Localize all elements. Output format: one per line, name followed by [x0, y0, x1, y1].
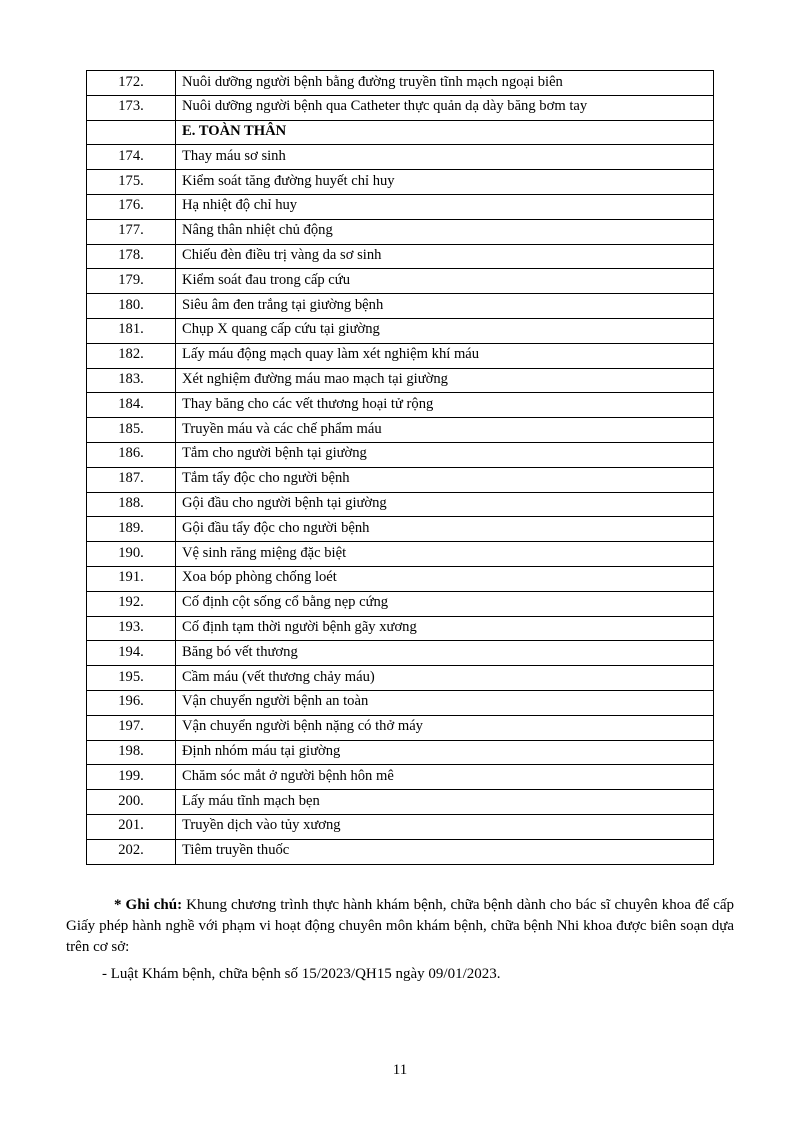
row-number: 201. — [87, 814, 176, 839]
row-description: Nuôi dưỡng người bệnh qua Catheter thực quản dạ dày băng bơm tay — [176, 95, 714, 120]
table-row — [87, 343, 714, 368]
table-row — [87, 368, 714, 393]
row-description: Thay băng cho các vết thương hoại tử rộng — [176, 393, 714, 418]
row-description: Gội đầu cho người bệnh tại giường — [176, 492, 714, 517]
row-description: Siêu âm đen trắng tại giường bệnh — [176, 294, 714, 319]
row-description: Cố định cột sống cổ bằng nẹp cứng — [176, 591, 714, 616]
table-row — [87, 814, 714, 839]
table-row — [87, 467, 714, 492]
row-number: 172. — [87, 71, 176, 96]
table-row — [87, 170, 714, 195]
row-number: 192. — [87, 591, 176, 616]
table-row — [87, 641, 714, 666]
row-number: 197. — [87, 715, 176, 740]
row-description: Xét nghiệm đường máu mao mạch tại giường — [176, 368, 714, 393]
table-row — [87, 219, 714, 244]
section-heading: E. TOÀN THÂN — [176, 120, 714, 145]
row-description: Lấy máu tĩnh mạch bẹn — [176, 790, 714, 815]
row-number — [87, 120, 176, 145]
row-number: 187. — [87, 467, 176, 492]
row-description: Nuôi dưỡng người bệnh bằng đường truyền tĩnh mạch ngoại biên — [176, 71, 714, 96]
note-reference: - Luật Khám bệnh, chữa bệnh số 15/2023/QH15 ngày 09/01/2023. — [102, 966, 501, 983]
row-description: Truyền dịch vào tủy xương — [176, 814, 714, 839]
table-row — [87, 517, 714, 542]
table-row — [87, 492, 714, 517]
table-row — [87, 666, 714, 691]
row-number: 189. — [87, 517, 176, 542]
row-number: 178. — [87, 244, 176, 269]
table-row — [87, 120, 714, 145]
row-description: Chăm sóc mắt ở người bệnh hôn mê — [176, 765, 714, 790]
row-number: 196. — [87, 690, 176, 715]
row-number: 198. — [87, 740, 176, 765]
row-description: Định nhóm máu tại giường — [176, 740, 714, 765]
row-number: 200. — [87, 790, 176, 815]
row-description: Nâng thân nhiệt chủ động — [176, 219, 714, 244]
row-number: 180. — [87, 294, 176, 319]
row-description: Tắm cho người bệnh tại giường — [176, 442, 714, 467]
row-number: 176. — [87, 194, 176, 219]
row-number: 194. — [87, 641, 176, 666]
table-row — [87, 616, 714, 641]
row-description: Vận chuyển người bệnh an toàn — [176, 690, 714, 715]
row-number: 183. — [87, 368, 176, 393]
row-description: Vệ sinh răng miệng đặc biệt — [176, 542, 714, 567]
note-label: * Ghi chú: — [114, 896, 183, 913]
table-row — [87, 790, 714, 815]
row-number: 199. — [87, 765, 176, 790]
table-row — [87, 765, 714, 790]
note-text: Khung chương trình thực hành khám bệnh, chữa bệnh dành cho bác sĩ chuyên khoa để cấp Giấy phép hành nghề với phạm vi hoạt động chuyên môn khám bệnh, chữa bệnh Nhi khoa được biên soạn dựa trên cơ sở: — [66, 896, 734, 956]
table-row — [87, 194, 714, 219]
row-description: Cầm máu (vết thương chảy máu) — [176, 666, 714, 691]
row-description: Gội đầu tẩy độc cho người bệnh — [176, 517, 714, 542]
table-row — [87, 690, 714, 715]
row-number: 185. — [87, 418, 176, 443]
row-description: Cố định tạm thời người bệnh gãy xương — [176, 616, 714, 641]
row-number: 190. — [87, 542, 176, 567]
row-description: Vận chuyển người bệnh nặng có thở máy — [176, 715, 714, 740]
row-description: Chụp X quang cấp cứu tại giường — [176, 318, 714, 343]
table-row — [87, 145, 714, 170]
table-body — [87, 71, 714, 865]
row-number: 181. — [87, 318, 176, 343]
table-row — [87, 740, 714, 765]
table-row — [87, 318, 714, 343]
row-description: Chiếu đèn điều trị vàng da sơ sinh — [176, 244, 714, 269]
row-number: 174. — [87, 145, 176, 170]
table-row — [87, 393, 714, 418]
row-number: 193. — [87, 616, 176, 641]
row-number: 177. — [87, 219, 176, 244]
row-description: Lấy máu động mạch quay làm xét nghiệm khí máu — [176, 343, 714, 368]
table-row — [87, 442, 714, 467]
row-number: 202. — [87, 839, 176, 864]
page-number: 11 — [392, 1062, 408, 1078]
row-number: 173. — [87, 95, 176, 120]
table-row — [87, 566, 714, 591]
notes-section — [60, 895, 740, 986]
procedures-table — [86, 70, 714, 865]
row-number: 188. — [87, 492, 176, 517]
row-number: 179. — [87, 269, 176, 294]
row-description: Xoa bóp phòng chống loét — [176, 566, 714, 591]
row-description: Truyền máu và các chế phẩm máu — [176, 418, 714, 443]
row-description: Tiêm truyền thuốc — [176, 839, 714, 864]
row-number: 195. — [87, 666, 176, 691]
row-number: 184. — [87, 393, 176, 418]
row-number: 186. — [87, 442, 176, 467]
row-number: 191. — [87, 566, 176, 591]
note-paragraph — [66, 895, 734, 959]
row-description: Thay máu sơ sinh — [176, 145, 714, 170]
table-row — [87, 591, 714, 616]
table-row — [87, 839, 714, 864]
table-row — [87, 269, 714, 294]
row-description: Kiểm soát tăng đường huyết chỉ huy — [176, 170, 714, 195]
row-number: 182. — [87, 343, 176, 368]
row-description: Tắm tẩy độc cho người bệnh — [176, 467, 714, 492]
row-description: Kiểm soát đau trong cấp cứu — [176, 269, 714, 294]
row-description: Băng bó vết thương — [176, 641, 714, 666]
table-row — [87, 418, 714, 443]
table-row — [87, 294, 714, 319]
table-row — [87, 244, 714, 269]
table-row — [87, 715, 714, 740]
row-description: Hạ nhiệt độ chỉ huy — [176, 194, 714, 219]
row-number: 175. — [87, 170, 176, 195]
table-row — [87, 542, 714, 567]
table-row — [87, 95, 714, 120]
table-row — [87, 71, 714, 96]
